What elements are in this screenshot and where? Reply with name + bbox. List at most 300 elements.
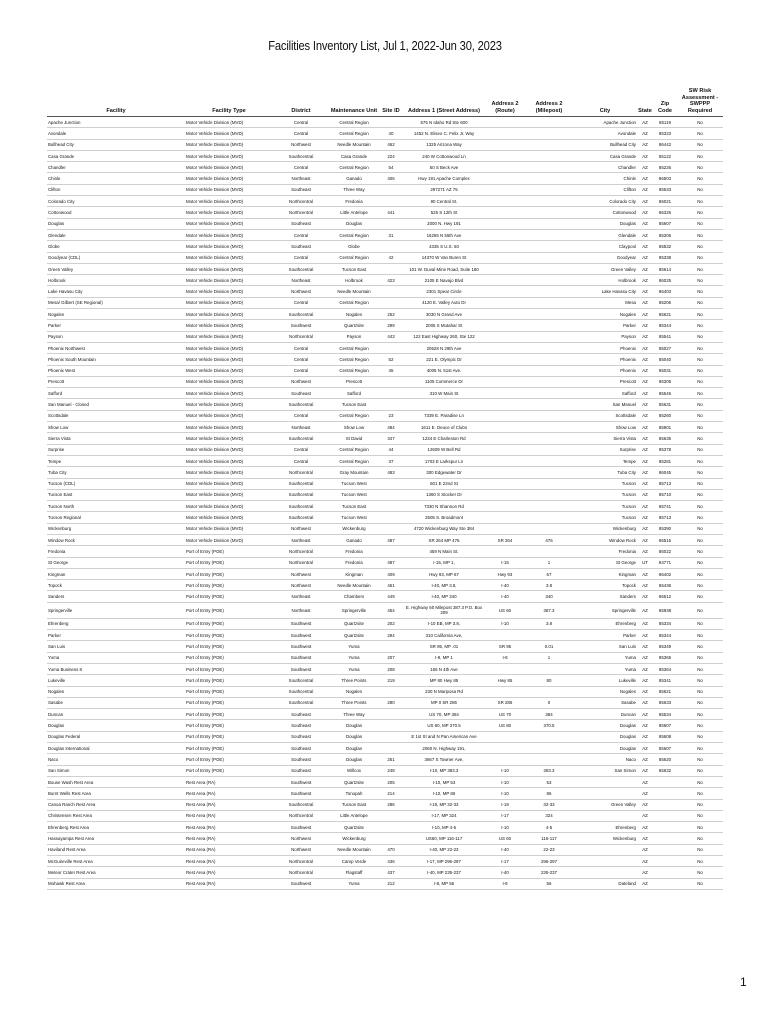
cell-address-2-milepost (525, 207, 573, 218)
cell-facility: Hassayampa Rest Area (47, 833, 185, 844)
cell-address-1: I-19, MP 32-33 (403, 799, 485, 810)
cell-facility-type: Rest Area (RA) (185, 878, 273, 889)
table-body (47, 117, 723, 890)
facilities-table (47, 88, 723, 890)
cell-site-id: 484 (379, 422, 403, 433)
cell-state: AZ (637, 309, 653, 320)
cell-district: Northcentral (273, 810, 329, 821)
cell-maintenance-unit: Tucson West (329, 512, 379, 523)
cell-facility: Haviland Rest Area (47, 844, 185, 855)
cell-site-id: 252 (379, 309, 403, 320)
cell-facility-type: Motor Vehicle Division (MVD) (185, 173, 273, 184)
cell-facility: Phoenix Northwest (47, 342, 185, 353)
cell-address-2-milepost: 383.3 (525, 765, 573, 776)
cell-maintenance-unit: Wickenburg (329, 523, 379, 534)
cell-address-1: 156 N 4th Ave (403, 663, 485, 674)
cell-address-1: 3030 N Grand Ave (403, 309, 485, 320)
cell-zip-code (653, 867, 677, 878)
cell-facility: San Luis (47, 641, 185, 652)
cell-address-2-milepost (525, 754, 573, 765)
cell-address-1: US60, MP 116-117 (403, 833, 485, 844)
cell-address-1: 122 East Highway 260, Ste 122 (403, 331, 485, 342)
cell-district: Central (273, 229, 329, 240)
cell-city: Fredonia (573, 546, 637, 557)
cell-district: Northwest (273, 568, 329, 579)
cell-maintenance-unit: Yuma (329, 641, 379, 652)
cell-state: AZ (637, 218, 653, 229)
cell-zip-code: 85349 (653, 641, 677, 652)
cell-sw-risk: No (677, 410, 723, 421)
cell-site-id: 454 (379, 602, 403, 618)
cell-district: Northcentral (273, 331, 329, 342)
table-row (47, 162, 723, 173)
table-row (47, 776, 723, 787)
cell-district: Northcentral (273, 867, 329, 878)
cell-maintenance-unit: Tucson West (329, 489, 379, 500)
cell-address-2-route (485, 117, 525, 128)
cell-sw-risk: No (677, 641, 723, 652)
cell-address-2-milepost (525, 422, 573, 433)
cell-address-2-milepost (525, 263, 573, 274)
cell-zip-code: 85378 (653, 444, 677, 455)
cell-facility-type: Port of Entry (POE) (185, 630, 273, 641)
cell-facility-type: Motor Vehicle Division (MVD) (185, 410, 273, 421)
cell-zip-code: 85390 (653, 523, 677, 534)
cell-address-2-route (485, 229, 525, 240)
cell-site-id: 248 (379, 765, 403, 776)
cell-city: Window Rock (573, 534, 637, 545)
cell-facility-type: Rest Area (RA) (185, 856, 273, 867)
cell-district: Southcentral (273, 309, 329, 320)
cell-city: Nogales (573, 686, 637, 697)
cell-site-id (379, 478, 403, 489)
cell-zip-code: 85608 (653, 731, 677, 742)
cell-address-2-route: US 60 (485, 833, 525, 844)
cell-sw-risk: No (677, 433, 723, 444)
table-row (47, 731, 723, 742)
cell-state: AZ (637, 731, 653, 742)
cell-maintenance-unit: Central Region (329, 455, 379, 466)
cell-state: AZ (637, 331, 653, 342)
cell-site-id: 286 (379, 799, 403, 810)
cell-state: UT (637, 557, 653, 568)
cell-address-2-milepost (525, 275, 573, 286)
cell-address-2-milepost (525, 663, 573, 674)
cell-facility-type: Rest Area (RA) (185, 833, 273, 844)
cell-address-2-milepost (525, 512, 573, 523)
cell-city (573, 788, 637, 799)
cell-sw-risk: No (677, 810, 723, 821)
cell-sw-risk: No (677, 630, 723, 641)
cell-sw-risk: No (677, 844, 723, 855)
cell-district: Northeast (273, 534, 329, 545)
cell-maintenance-unit: Douglas (329, 218, 379, 229)
cell-facility-type: Rest Area (RA) (185, 810, 273, 821)
cell-state: AZ (637, 286, 653, 297)
cell-address-1: 1611 E. Deuce of Clubs (403, 422, 485, 433)
cell-city: Douglas (573, 720, 637, 731)
cell-district: Southeast (273, 743, 329, 754)
cell-sw-risk: No (677, 128, 723, 139)
cell-facility-type: Motor Vehicle Division (MVD) (185, 207, 273, 218)
table-row (47, 139, 723, 150)
cell-state: AZ (637, 162, 653, 173)
cell-address-1: 221 E. Olympic Dr (403, 354, 485, 365)
cell-sw-risk: No (677, 297, 723, 308)
cell-district: Southwest (273, 663, 329, 674)
cell-address-1: 601 E 22nd St (403, 478, 485, 489)
cell-address-1: SR 95, MP .01 (403, 641, 485, 652)
cell-site-id (379, 376, 403, 387)
cell-district: Southcentral (273, 675, 329, 686)
cell-address-2-milepost: 296-297 (525, 856, 573, 867)
cell-zip-code: 85122 (653, 150, 677, 161)
cell-address-1: 2605 S. Broadmont (403, 512, 485, 523)
cell-site-id (379, 218, 403, 229)
cell-zip-code: 86442 (653, 139, 677, 150)
cell-sw-risk: No (677, 709, 723, 720)
cell-address-2-route: SR 95 (485, 641, 525, 652)
cell-facility: Green Valley (47, 263, 185, 274)
cell-address-2-milepost: 22-23 (525, 844, 573, 855)
cell-facility: Chinle (47, 173, 185, 184)
cell-sw-risk: No (677, 675, 723, 686)
cell-address-1: 2005 S Mutahar St (403, 320, 485, 331)
cell-district: Central (273, 162, 329, 173)
cell-facility: Sanders (47, 591, 185, 602)
table-row (47, 410, 723, 421)
cell-sw-risk: No (677, 546, 723, 557)
cell-address-1: 1105 Commerce Dr (403, 376, 485, 387)
cell-maintenance-unit: Central Region (329, 410, 379, 421)
cell-district: Central (273, 297, 329, 308)
cell-address-1: I-15, MP 1, (403, 557, 485, 568)
cell-facility-type: Port of Entry (POE) (185, 652, 273, 663)
cell-facility-type: Port of Entry (POE) (185, 686, 273, 697)
cell-facility-type: Motor Vehicle Division (MVD) (185, 342, 273, 353)
cell-state: AZ (637, 776, 653, 787)
cell-address-2-route: I-40 (485, 580, 525, 591)
table-row (47, 856, 723, 867)
cell-address-2-route: I-40 (485, 844, 525, 855)
cell-district: Southeast (273, 388, 329, 399)
cell-zip-code: 85281 (653, 455, 677, 466)
cell-facility: Window Rock (47, 534, 185, 545)
cell-address-2-milepost (525, 320, 573, 331)
cell-address-2-route (485, 162, 525, 173)
cell-address-1: I-10, MP 53 (403, 776, 485, 787)
cell-facility-type: Port of Entry (POE) (185, 663, 273, 674)
cell-site-id (379, 810, 403, 821)
cell-city: Tucson (573, 501, 637, 512)
cell-sw-risk: No (677, 580, 723, 591)
cell-facility-type: Rest Area (RA) (185, 822, 273, 833)
cell-maintenance-unit: Ganado (329, 173, 379, 184)
cell-district: Northcentral (273, 467, 329, 478)
table-row (47, 867, 723, 878)
cell-district: Central (273, 444, 329, 455)
cell-address-2-route (485, 686, 525, 697)
cell-maintenance-unit: Douglas (329, 720, 379, 731)
cell-zip-code: 85365 (653, 652, 677, 663)
cell-maintenance-unit: Needle Mountain (329, 844, 379, 855)
cell-address-2-route (485, 512, 525, 523)
cell-address-2-milepost (525, 376, 573, 387)
cell-address-2-route: US 80 (485, 720, 525, 731)
cell-district: Southcentral (273, 433, 329, 444)
cell-address-1: 2105 E Navajo Blvd (403, 275, 485, 286)
cell-district: Central (273, 342, 329, 353)
cell-address-1: I-40, MP 340 (403, 591, 485, 602)
cell-facility: Tucson East (47, 489, 185, 500)
cell-district: Northcentral (273, 557, 329, 568)
cell-address-2-route (485, 263, 525, 274)
cell-state: AZ (637, 150, 653, 161)
cell-zip-code: 85260 (653, 410, 677, 421)
cell-state: AZ (637, 867, 653, 878)
cell-address-2-milepost: 3.8 (525, 618, 573, 629)
cell-site-id: 42 (379, 252, 403, 263)
cell-address-2-milepost: 53 (525, 776, 573, 787)
cell-address-1: 1325 Arizona Way (403, 139, 485, 150)
cell-city: Ehrenberg (573, 822, 637, 833)
table-row (47, 320, 723, 331)
cell-address-2-route (485, 320, 525, 331)
cell-site-id: 441 (379, 207, 403, 218)
cell-zip-code: 85607 (653, 743, 677, 754)
cell-sw-risk: No (677, 602, 723, 618)
cell-city (573, 856, 637, 867)
cell-facility: Mesa/ Gilbert (SE Regional) (47, 297, 185, 308)
cell-maintenance-unit: Douglas (329, 743, 379, 754)
cell-city (573, 867, 637, 878)
cell-maintenance-unit: Quartzsite (329, 822, 379, 833)
cell-address-2-milepost: 0.01 (525, 641, 573, 652)
table-row (47, 388, 723, 399)
cell-site-id: 207 (379, 652, 403, 663)
cell-facility-type: Port of Entry (POE) (185, 731, 273, 742)
cell-address-2-milepost (525, 686, 573, 697)
cell-city: Mesa (573, 297, 637, 308)
cell-zip-code: 85334 (653, 618, 677, 629)
cell-facility-type: Motor Vehicle Division (MVD) (185, 275, 273, 286)
table-row (47, 591, 723, 602)
cell-sw-risk: No (677, 252, 723, 263)
cell-address-2-milepost (525, 229, 573, 240)
cell-city: Surprise (573, 444, 637, 455)
cell-maintenance-unit: Little Antelope (329, 207, 379, 218)
cell-sw-risk: No (677, 776, 723, 787)
cell-state: AZ (637, 618, 653, 629)
cell-site-id (379, 546, 403, 557)
cell-address-1: 4005 N. 51st Ave. (403, 365, 485, 376)
cell-maintenance-unit: Three Points (329, 675, 379, 686)
cell-city: Holbrook (573, 275, 637, 286)
cell-district: Northwest (273, 139, 329, 150)
cell-city: Kingman (573, 568, 637, 579)
cell-address-1: Hwy 93, MP 67 (403, 568, 485, 579)
col-header-sw-risk-assessment: SW Risk Assessment - SWPPP Required (677, 88, 723, 117)
table-row (47, 788, 723, 799)
cell-address-2-route (485, 546, 525, 557)
cell-zip-code: 85306 (653, 229, 677, 240)
cell-facility: Tempe (47, 455, 185, 466)
cell-state: AZ (637, 252, 653, 263)
cell-address-2-route (485, 342, 525, 353)
cell-address-2-route (485, 150, 525, 161)
cell-facility: Yuma (47, 652, 185, 663)
cell-sw-risk: No (677, 568, 723, 579)
cell-address-2-route (485, 433, 525, 444)
table-row (47, 173, 723, 184)
cell-state: AZ (637, 320, 653, 331)
cell-facility-type: Motor Vehicle Division (MVD) (185, 184, 273, 195)
cell-facility: Surprise (47, 444, 185, 455)
col-header-address-2-route: Address 2 (Route) (485, 88, 525, 117)
cell-sw-risk: No (677, 241, 723, 252)
cell-address-2-route: I-10 (485, 822, 525, 833)
cell-state: AZ (637, 546, 653, 557)
cell-address-2-route (485, 467, 525, 478)
cell-state: AZ (637, 117, 653, 128)
cell-site-id (379, 641, 403, 652)
cell-zip-code (653, 799, 677, 810)
cell-zip-code: 85341 (653, 675, 677, 686)
table-row (47, 376, 723, 387)
cell-state: AZ (637, 788, 653, 799)
cell-address-1: 459 N Main St. (403, 546, 485, 557)
cell-maintenance-unit: Payson (329, 331, 379, 342)
cell-sw-risk: No (677, 591, 723, 602)
cell-facility-type: Motor Vehicle Division (MVD) (185, 501, 273, 512)
cell-site-id (379, 489, 403, 500)
cell-address-1: 4720 Wickenburg Way Ste 384 (403, 523, 485, 534)
cell-site-id (379, 399, 403, 410)
cell-district: Central (273, 455, 329, 466)
cell-city: Green Valley (573, 263, 637, 274)
cell-address-1: 525 S 12th St (403, 207, 485, 218)
cell-city: Douglas (573, 218, 637, 229)
cell-zip-code: 86512 (653, 591, 677, 602)
cell-zip-code: 85607 (653, 218, 677, 229)
cell-zip-code (653, 856, 677, 867)
cell-site-id: 208 (379, 663, 403, 674)
cell-address-2-route (485, 354, 525, 365)
cell-address-2-route (485, 297, 525, 308)
table-row (47, 365, 723, 376)
cell-city (573, 776, 637, 787)
cell-state: AZ (637, 641, 653, 652)
cell-city: Nogales (573, 309, 637, 320)
cell-state: AZ (637, 173, 653, 184)
cell-sw-risk: No (677, 422, 723, 433)
table-row (47, 478, 723, 489)
cell-city (573, 810, 637, 821)
cell-city: Colorado City (573, 196, 637, 207)
cell-site-id: 251 (379, 754, 403, 765)
cell-zip-code: 85621 (653, 309, 677, 320)
cell-address-1: 1703 E Larkspur Ln (403, 455, 485, 466)
cell-city: Avondale (573, 128, 637, 139)
table-row (47, 652, 723, 663)
cell-sw-risk: No (677, 320, 723, 331)
cell-district: Southwest (273, 641, 329, 652)
cell-maintenance-unit: Camp Verde (329, 856, 379, 867)
cell-facility-type: Rest Area (RA) (185, 788, 273, 799)
table-row (47, 799, 723, 810)
cell-address-2-milepost: 387.3 (525, 602, 573, 618)
cell-address-1: 50 S Beck Ave (403, 162, 485, 173)
cell-site-id: 487 (379, 534, 403, 545)
cell-facility-type: Motor Vehicle Division (MVD) (185, 139, 273, 150)
cell-address-2-route (485, 754, 525, 765)
cell-facility: Bouse Wash Rest Area (47, 776, 185, 787)
cell-facility: Ehrenberg (47, 618, 185, 629)
cell-address-2-route (485, 422, 525, 433)
cell-state: AZ (637, 743, 653, 754)
cell-maintenance-unit: Holbrook (329, 275, 379, 286)
cell-site-id: 299 (379, 320, 403, 331)
cell-address-1: MP 80 Hwy 85 (403, 675, 485, 686)
cell-address-2-route (485, 207, 525, 218)
page-number: 1 (740, 975, 747, 989)
cell-sw-risk: No (677, 856, 723, 867)
cell-address-2-milepost (525, 455, 573, 466)
cell-address-1: I-17, MP 296-297 (403, 856, 485, 867)
cell-address-2-milepost (525, 241, 573, 252)
cell-maintenance-unit: Chambers (329, 591, 379, 602)
cell-address-2-milepost: 56 (525, 878, 573, 889)
cell-city: Yuma (573, 652, 637, 663)
cell-maintenance-unit: Prescott (329, 376, 379, 387)
cell-sw-risk: No (677, 184, 723, 195)
cell-address-1: 310 W Main St (403, 388, 485, 399)
cell-state: AZ (637, 388, 653, 399)
cell-address-1: 2000 N. Hwy 191 (403, 218, 485, 229)
table-row (47, 286, 723, 297)
cell-zip-code: 85323 (653, 128, 677, 139)
cell-sw-risk: No (677, 754, 723, 765)
cell-zip-code: 85546 (653, 388, 677, 399)
cell-maintenance-unit: Douglas (329, 754, 379, 765)
cell-address-2-milepost (525, 743, 573, 754)
cell-address-1: 300 Edgewater Dr (403, 467, 485, 478)
cell-city: Sanders (573, 591, 637, 602)
cell-address-1: I-17, MP 324 (403, 810, 485, 821)
cell-district: Southwest (273, 878, 329, 889)
cell-facility: Douglas (47, 720, 185, 731)
cell-site-id: 205 (379, 776, 403, 787)
cell-address-1: 3667 S Towner Ave, (403, 754, 485, 765)
cell-zip-code: 86436 (653, 580, 677, 591)
table-row (47, 207, 723, 218)
cell-sw-risk: No (677, 444, 723, 455)
cell-address-1: I-8, MP 1 (403, 652, 485, 663)
cell-city: San Simon (573, 765, 637, 776)
cell-facility: McGuireville Rest Area (47, 856, 185, 867)
cell-sw-risk: No (677, 765, 723, 776)
cell-city: Claypool (573, 241, 637, 252)
cell-facility-type: Motor Vehicle Division (MVD) (185, 150, 273, 161)
cell-state: AZ (637, 709, 653, 720)
cell-address-1: 575 N Idaho Rd Ste 600 (403, 117, 485, 128)
cell-address-2-route (485, 489, 525, 500)
cell-site-id: 45 (379, 365, 403, 376)
cell-district: Southeast (273, 184, 329, 195)
cell-facility: Nogales (47, 686, 185, 697)
cell-facility-type: Motor Vehicle Division (MVD) (185, 309, 273, 320)
cell-district: Northwest (273, 844, 329, 855)
